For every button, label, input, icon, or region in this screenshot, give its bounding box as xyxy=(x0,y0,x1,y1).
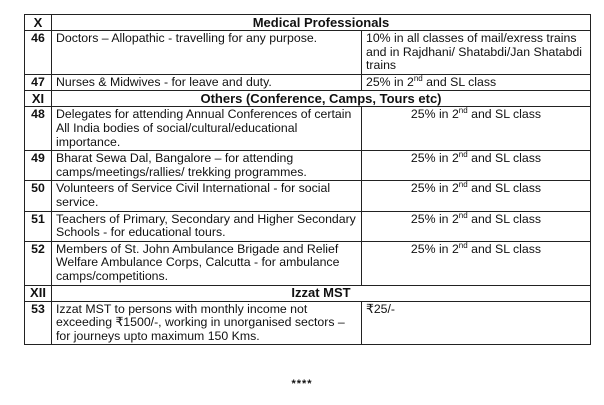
concession-ordinal: nd xyxy=(458,106,468,116)
table-row xyxy=(25,181,591,211)
row-description: Bharat Sewa Dal, Bangalore – for attending camps/meetings/rallies/ trekking programmes. xyxy=(52,151,362,181)
row-concession xyxy=(362,181,591,211)
concession-ordinal: nd xyxy=(458,150,468,160)
section-title: Others (Conference, Camps, Tours etc) xyxy=(52,91,591,107)
section-code: XI xyxy=(25,91,52,107)
concession-prefix: 25% in 2 xyxy=(410,211,459,226)
concession-ordinal: nd xyxy=(413,73,423,83)
concession-ordinal: nd xyxy=(458,240,468,250)
concession-prefix: 25% in 2 xyxy=(410,151,459,166)
row-concession xyxy=(362,211,591,241)
concession-suffix: and SL class xyxy=(467,107,542,122)
row-concession xyxy=(362,241,591,285)
row-description: Doctors – Allopathic - travelling for any purpose. xyxy=(52,31,362,75)
concession-prefix: 25% in 2 xyxy=(410,107,459,122)
concession-suffix: and SL class xyxy=(467,181,542,196)
row-concession xyxy=(362,151,591,181)
row-description: Nurses & Midwives - for leave and duty. xyxy=(52,74,362,91)
row-description: Teachers of Primary, Secondary and Higher Secondary Schools - for educational tours. xyxy=(52,211,362,241)
concession-suffix: and SL class xyxy=(467,151,542,166)
section-code: XII xyxy=(25,285,52,301)
section-title: Izzat MST xyxy=(52,285,591,301)
concession-suffix: and SL class xyxy=(467,241,542,256)
row-number: 49 xyxy=(25,151,52,181)
concession-ordinal: nd xyxy=(458,210,468,220)
end-marker: **** xyxy=(291,378,313,390)
row-concession xyxy=(362,107,591,151)
row-concession: 10% in all classes of mail/exress trains and in Rajdhani/ Shatabdi/Jan Shatabdi trains xyxy=(362,31,591,75)
table-row xyxy=(25,151,591,181)
row-description: Volunteers of Service Civil International - for social service. xyxy=(52,181,362,211)
section-code: X xyxy=(25,15,52,31)
section-header-row xyxy=(25,285,591,301)
row-description: Izzat MST to persons with monthly income not exceeding ₹1500/-, working in unorganised sectors – for journeys upto maximum 150 Kms. xyxy=(52,301,362,345)
concession-suffix: and SL class xyxy=(422,74,497,89)
row-number: 46 xyxy=(25,31,52,75)
row-concession xyxy=(362,74,591,91)
table-row xyxy=(25,211,591,241)
row-number: 50 xyxy=(25,181,52,211)
concession-prefix: 25% in 2 xyxy=(366,74,414,89)
concession-prefix: 25% in 2 xyxy=(410,181,459,196)
section-header-row xyxy=(25,15,591,31)
table-row xyxy=(25,241,591,285)
concession-table xyxy=(24,14,591,345)
table-row xyxy=(25,31,591,75)
table-row xyxy=(25,107,591,151)
section-header-row xyxy=(25,91,591,107)
concession-prefix: 25% in 2 xyxy=(410,241,459,256)
concession-suffix: and SL class xyxy=(467,211,542,226)
row-number: 53 xyxy=(25,301,52,345)
row-concession: ₹25/- xyxy=(362,301,591,345)
row-description: Delegates for attending Annual Conferences of certain All India bodies of social/cultural/educational importance. xyxy=(52,107,362,151)
row-number: 52 xyxy=(25,241,52,285)
row-number: 48 xyxy=(25,107,52,151)
concession-ordinal: nd xyxy=(458,180,468,190)
table-row xyxy=(25,74,591,91)
table-row xyxy=(25,301,591,345)
row-description: Members of St. John Ambulance Brigade and Relief Welfare Ambulance Corps, Calcutta - for ambulance camps/competitions. xyxy=(52,241,362,285)
row-number: 47 xyxy=(25,74,52,91)
section-title: Medical Professionals xyxy=(52,15,591,31)
row-number: 51 xyxy=(25,211,52,241)
